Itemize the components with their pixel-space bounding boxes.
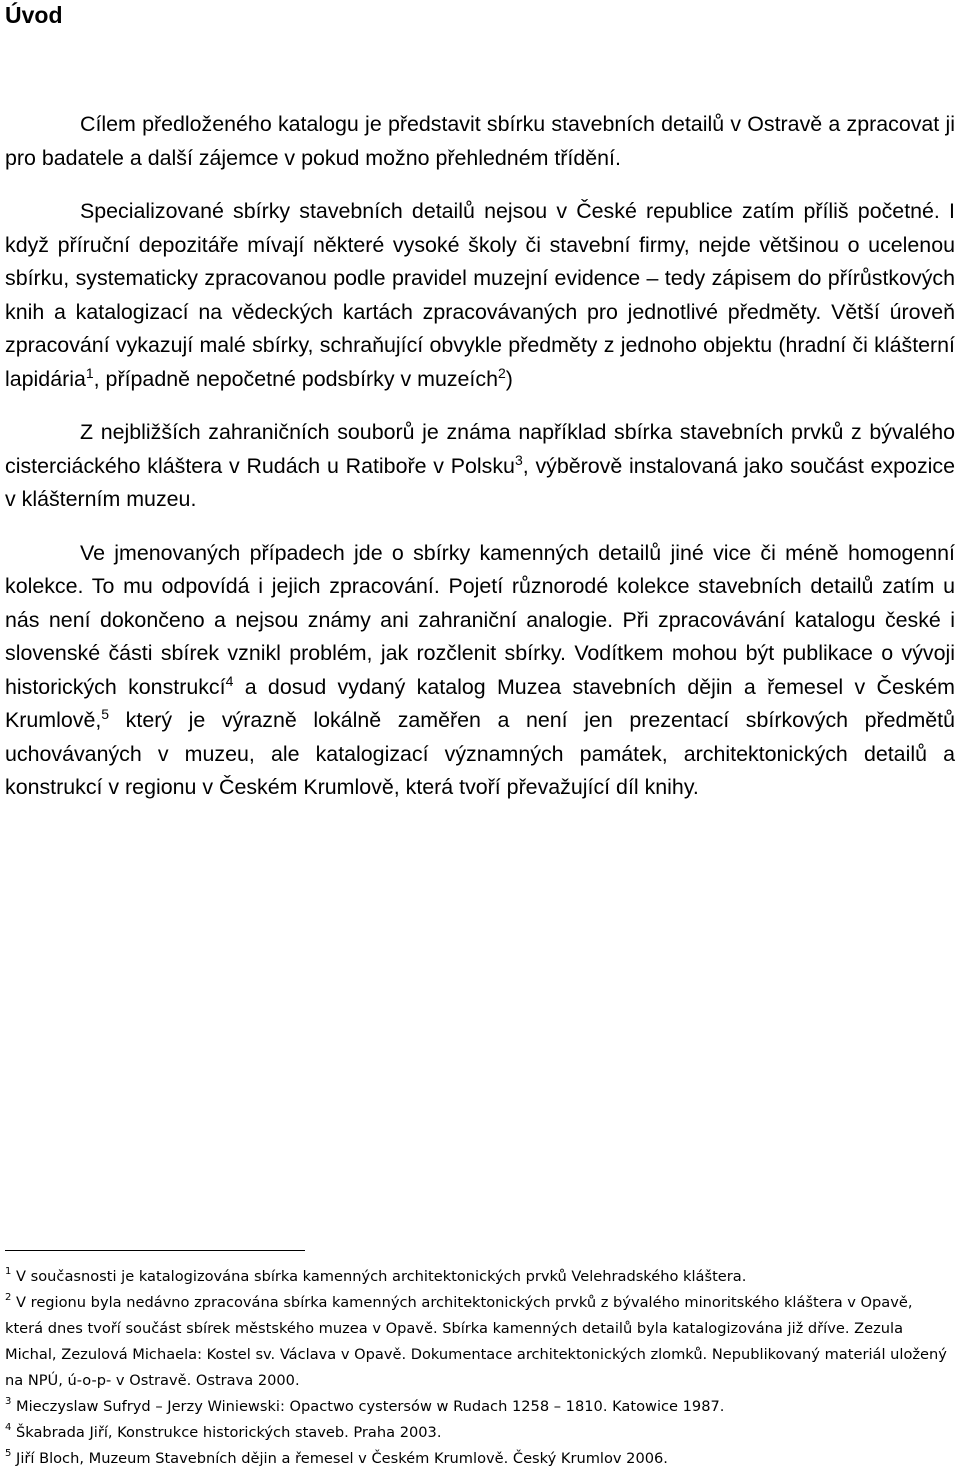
footnotes [5, 1264, 955, 1472]
paragraph-2-text-b: , případně nepočetné podsbírky v muzeích [93, 366, 498, 391]
footnote-number: 4 [5, 1422, 12, 1433]
footnote-2 [5, 1290, 955, 1394]
footnote-ref-4: 4 [225, 672, 234, 689]
footnote-text: Škabrada Jiří, Konstrukce historických staveb. Praha 2003. [11, 1424, 442, 1441]
paragraph-3 [5, 416, 955, 517]
footnote-ref-3: 3 [514, 451, 523, 468]
page-heading: Úvod [5, 2, 63, 28]
body-text [5, 108, 955, 805]
footnote-5 [5, 1446, 955, 1472]
footnote-number: 2 [5, 1292, 12, 1303]
paragraph-3-text-b: , výběrově instalovaná jako součást expozice v klášterním muzeu. [5, 453, 955, 511]
paragraph-4 [5, 537, 955, 805]
footnote-text: V současnosti je katalogizována sbírka kamenných architektonických prvků Velehradského kláštera. [11, 1268, 747, 1285]
paragraph-2 [5, 195, 955, 396]
paragraph-2-text-a: Specializované sbírky stavebních detailů nejsou v České republice zatím příliš početné. I když příruční depozitáře mívají některé vysoké školy či stavební firmy, nejde většinou o ucelenou sbírku, systematicky zpracovanou podle pravidel muzejní evidence – tedy zápisem do přírůstkových knih a katalogizací na vědeckých kartách zpracovávaných pro jednotlivé předměty. Větší úroveň zpracování vykazují malé sbírky, schraňující obvykle předměty z jednoho objektu (hradní či klášterní lapidária [5, 199, 955, 391]
footnote-ref-5: 5 [101, 706, 110, 722]
footnote-number: 5 [5, 1448, 12, 1459]
footnote-3 [5, 1394, 955, 1420]
paragraph-1: Cílem předloženého katalogu je představit sbírku stavebních detailů v Ostravě a zpracovat ji pro badatele a další zájemce v pokud možno přehledném třídění. [5, 112, 955, 170]
footnote-4 [5, 1420, 955, 1446]
footnote-1 [5, 1264, 955, 1290]
footnote-text: V regionu byla nedávno zpracována sbírka kamenných architektonických prvků z bývalého minoritského kláštera v Opavě, která dnes tvoří součást sbírek městského muzea v Opavě. Sbírka kamenných detailů byla katalogizována již dříve. Zezula Michal, Zezulová Michaela: Kostel sv. Václava v Opavě. Dokumentace architektonických zlomků. Nepublikovaný materiál uložený na NPÚ, ú-o-p- v Ostravě. Ostrava 2000. [5, 1294, 947, 1389]
paragraph-4-text-b: a dosud vydaný katalog Muzea stavebních dějin a řemesel v Českém Krumlově, [5, 674, 955, 732]
footnote-ref-1: 1 [85, 364, 94, 381]
footnote-separator [5, 1250, 305, 1251]
paragraph-2-text-c: ) [505, 366, 513, 391]
footnote-text: Mieczyslaw Sufryd – Jerzy Winiewski: Opactwo cystersów w Rudach 1258 – 1810. Katowice 1987. [11, 1398, 725, 1415]
paragraph-4-text-a: Ve jmenovaných případech jde o sbírky kamenných detailů jiné vice či méně homogenní kolekce. To mu odpovídá i jejich zpracování. Pojetí různorodé kolekce stavebních detailů zatím u nás není dokončeno a nejsou známy ani zahraniční analogie. Při zpracovávání katalogu české i slovenské části sbírek vznikl problém, jak rozčlenit sbírky. Vodítkem mohou být publikace o vývoji historických konstrukcí [5, 540, 955, 699]
paragraph-4-text-c: který je výrazně lokálně zaměřen a není jen prezentací sbírkových předmětů uchovávaných v muzeu, ale katalogizací významných památek, architektonických detailů a konstrukcí v regionu v Českém Krumlově, která tvoří převažující díl knihy. [5, 708, 955, 799]
footnote-number: 1 [5, 1266, 12, 1277]
footnote-text: Jiří Bloch, Muzeum Stavebních dějin a řemesel v Českém Krumlově. Český Krumlov 2006. [11, 1450, 668, 1467]
footnote-number: 3 [5, 1396, 12, 1407]
paragraph-3-text-a: Z nejbližších zahraničních souborů je známa například sbírka stavebních prvků z bývalého cisterciáckého kláštera v Rudách u Ratiboře v Polsku [5, 420, 955, 478]
footnote-ref-2: 2 [497, 364, 506, 381]
